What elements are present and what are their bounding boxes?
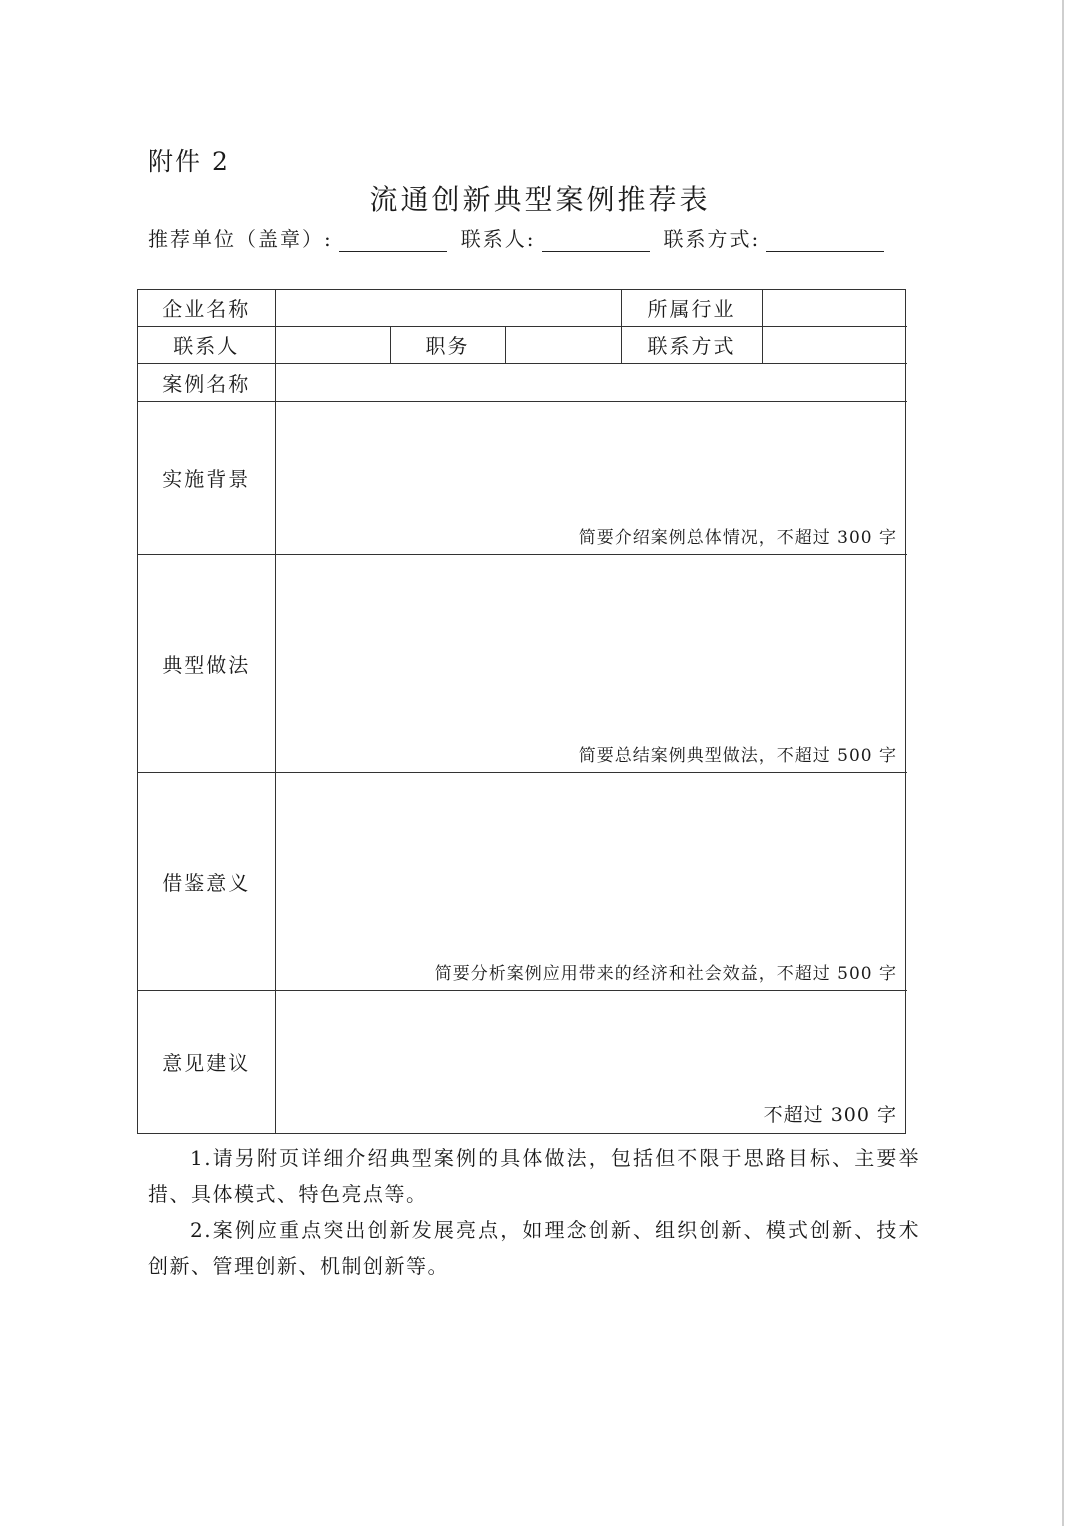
attachment-label: 附件 2: [148, 147, 230, 176]
contact-blank[interactable]: [542, 231, 650, 252]
reference-hint: 简要分析案例应用带来的经济和社会效益，不超过 500 字: [434, 963, 898, 984]
case-name-label: 案例名称: [138, 363, 275, 401]
suggestion-hint: 不超过 300 字: [763, 1104, 898, 1126]
position-field[interactable]: [505, 326, 621, 363]
notes: [148, 1140, 920, 1284]
form-table: [138, 290, 907, 1133]
contact-method-label: 联系方式:: [663, 227, 761, 251]
header-fields: [148, 223, 890, 252]
practice-field[interactable]: [275, 554, 907, 772]
background-label: 实施背景: [138, 401, 275, 554]
contact-person-field[interactable]: [275, 326, 390, 363]
contact-method-field[interactable]: [762, 326, 907, 363]
industry-label: 所属行业: [621, 290, 762, 326]
note-item: 2.案例应重点突出创新发展亮点，如理念创新、组织创新、模式创新、技术创新、管理创新、机制创新等。: [148, 1218, 920, 1278]
industry-field[interactable]: [762, 290, 907, 326]
case-name-field[interactable]: [275, 363, 907, 401]
reference-label: 借鉴意义: [138, 772, 275, 990]
reference-field[interactable]: [275, 772, 907, 990]
contact-person-label: 联系人: [138, 326, 275, 363]
background-hint: 简要介绍案例总体情况，不超过 300 字: [578, 527, 898, 548]
contact-method-form-label: 联系方式: [621, 326, 762, 363]
suggestion-label: 意见建议: [138, 990, 275, 1133]
recommender-label: 推荐单位（盖章）:: [148, 227, 333, 251]
background-field[interactable]: [275, 401, 907, 554]
company-name-label: 企业名称: [138, 290, 275, 326]
page-edge-line: [1062, 0, 1064, 1526]
recommender-blank[interactable]: [339, 231, 447, 252]
contact-label: 联系人:: [460, 227, 536, 251]
practice-label: 典型做法: [138, 554, 275, 772]
contact-method-blank[interactable]: [766, 231, 884, 252]
practice-hint: 简要总结案例典型做法，不超过 500 字: [578, 745, 898, 766]
company-name-field[interactable]: [275, 290, 621, 326]
recommendation-form: [137, 289, 906, 1134]
suggestion-field[interactable]: [275, 990, 907, 1133]
note-item: 1.请另附页详细介绍典型案例的具体做法，包括但不限于思路目标、主要举措、具体模式、特色亮点等。: [148, 1146, 920, 1206]
form-title: 流通创新典型案例推荐表: [369, 183, 711, 216]
position-label: 职务: [390, 326, 505, 363]
